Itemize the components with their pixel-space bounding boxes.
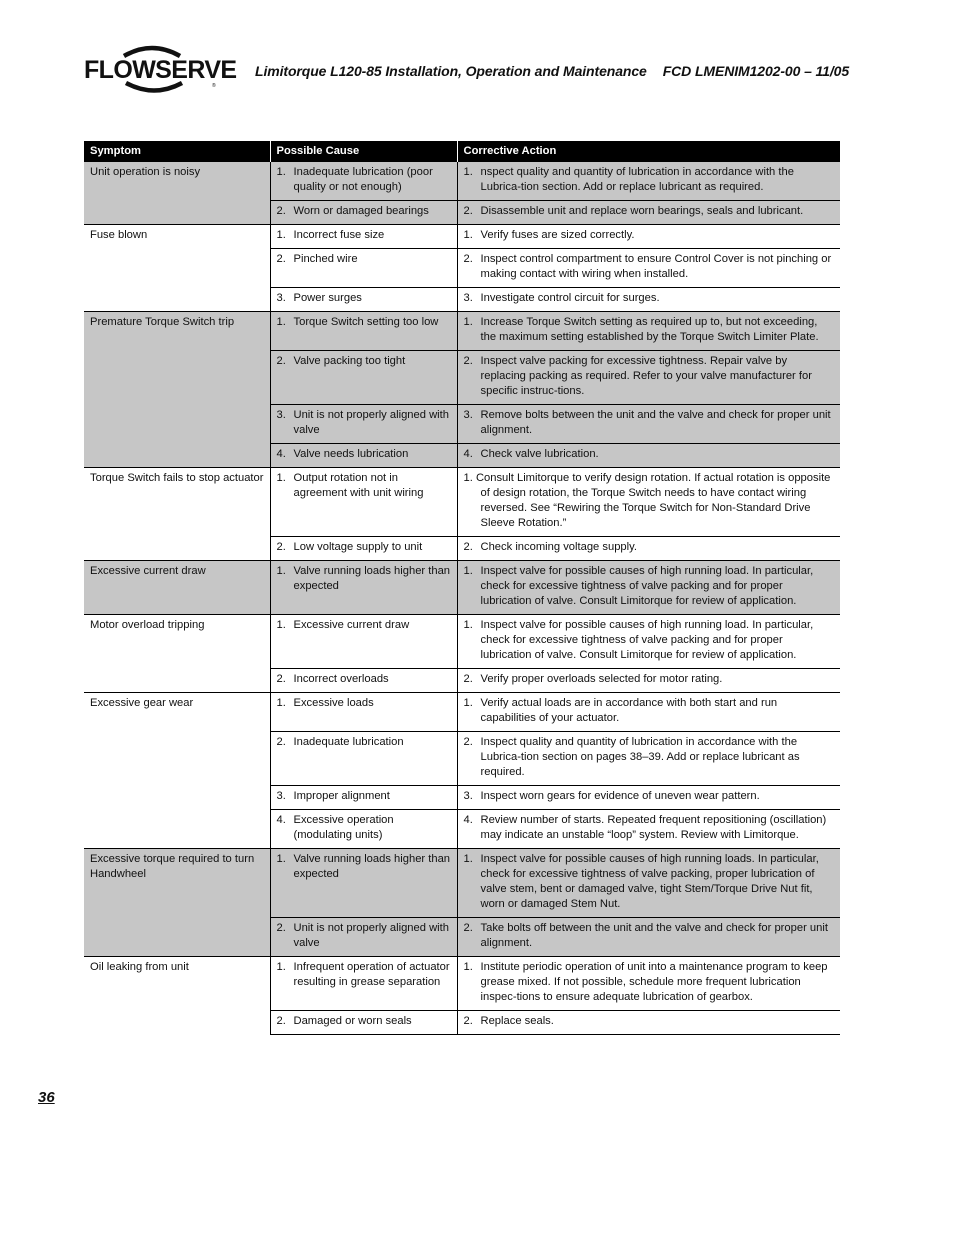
- symptom-cell: Motor overload tripping: [84, 615, 270, 693]
- action-cell-item: [464, 291, 835, 306]
- item-text: Inspect control compartment to ensure Control Cover is not pinching or making contact with wiring when installed.: [480, 253, 832, 280]
- item-number: 2.: [276, 922, 286, 934]
- item-text: Incorrect fuse size: [293, 229, 385, 241]
- cause-cell-item: [277, 852, 451, 882]
- item-number: 2.: [463, 736, 473, 748]
- item-text: Institute periodic operation of unit into a maintenance program to keep grease mixed. If not possible, schedule more frequent lubrication inspec-tions to ensure adequate lubrication of gearbox.: [480, 961, 828, 1003]
- manual-title: Limitorque L120-85 Installation, Operation and Maintenance: [255, 63, 647, 79]
- action-cell-item: [464, 813, 835, 843]
- item-text: Worn or damaged bearings: [293, 205, 429, 217]
- symptom-group: [84, 561, 840, 615]
- item-text: Replace seals.: [480, 1015, 554, 1027]
- item-text: Inspect worn gears for evidence of uneven wear pattern.: [480, 790, 760, 802]
- symptom-cell: Oil leaking from unit: [84, 957, 270, 1035]
- item-number: 1.: [463, 229, 473, 241]
- cause-cell: [270, 615, 457, 669]
- item-number: 2.: [463, 673, 473, 685]
- item-text: Verify actual loads are in accordance with both start and run capabilities of your actuator.: [480, 697, 778, 724]
- action-cell-item: [464, 315, 835, 345]
- item-number: 2.: [463, 1015, 473, 1027]
- action-cell-item: [464, 564, 835, 609]
- symptom-group: [84, 162, 840, 225]
- symptom-cell: Excessive gear wear: [84, 693, 270, 849]
- cause-cell: [270, 786, 457, 810]
- action-cell: [457, 444, 840, 468]
- item-number: 1.: [276, 961, 286, 973]
- action-cell-item: [464, 1014, 835, 1029]
- action-cell-item: [464, 447, 835, 462]
- action-cell-item: [464, 228, 835, 243]
- column-header-possible-cause: Possible Cause: [270, 141, 457, 162]
- cause-cell: [270, 561, 457, 615]
- cause-cell: [270, 162, 457, 201]
- cause-cell: [270, 849, 457, 918]
- item-number: 2.: [463, 922, 473, 934]
- item-text: Excessive operation (modulating units): [293, 814, 394, 841]
- cause-cell: [270, 957, 457, 1011]
- item-number: 1.: [463, 565, 473, 577]
- table-row: [84, 849, 840, 918]
- item-text: Check incoming voltage supply.: [480, 541, 637, 553]
- action-cell: [457, 957, 840, 1011]
- item-text: nspect quality and quantity of lubrication in accordance with the Lubrica-tion section. Add or replace lubricant as required.: [480, 166, 794, 193]
- cause-cell: [270, 351, 457, 405]
- item-number: 2.: [463, 205, 473, 217]
- cause-cell-item: [277, 228, 451, 243]
- action-cell-item: [464, 354, 835, 399]
- symptom-cell: Torque Switch fails to stop actuator: [84, 468, 270, 561]
- action-cell: [457, 162, 840, 201]
- action-cell: [457, 810, 840, 849]
- cause-cell-item: [277, 540, 451, 555]
- cause-cell-item: [277, 252, 451, 267]
- item-number: 2.: [276, 673, 286, 685]
- cause-cell-item: [277, 408, 451, 438]
- item-number: 2.: [463, 355, 473, 367]
- cause-cell-item: [277, 204, 451, 219]
- table-row: [84, 162, 840, 201]
- item-text: Damaged or worn seals: [293, 1015, 412, 1027]
- item-number: 3.: [276, 790, 286, 802]
- cause-cell: [270, 312, 457, 351]
- cause-cell: [270, 444, 457, 468]
- item-text: Inadequate lubrication: [293, 736, 404, 748]
- item-number: 2.: [276, 355, 286, 367]
- item-number: 1.: [463, 166, 473, 178]
- item-number: 1.: [276, 565, 286, 577]
- action-cell: [457, 468, 840, 537]
- item-text: Inspect valve for possible causes of high running loads. In particular, check for excessive tightness of valve packing, proper lubrication of valve stem, bent or damaged valve, tight Stem/Torque Drive Nut fit, worn or damaged Stem Nut.: [480, 853, 819, 910]
- cause-cell-item: [277, 1014, 451, 1029]
- item-text: Inspect quality and quantity of lubrication in accordance with the Lubrica-tion section on pages 38–39. Add or replace lubricant as required.: [480, 736, 800, 778]
- table-row: [84, 225, 840, 249]
- item-number: 1.: [276, 853, 286, 865]
- action-cell-item: [464, 789, 835, 804]
- flowserve-logo-graphic: [84, 42, 237, 96]
- item-number: 2.: [276, 205, 286, 217]
- table-row: [84, 957, 840, 1011]
- action-cell-item: [464, 672, 835, 687]
- item-text: Low voltage supply to unit: [293, 541, 423, 553]
- cause-cell: [270, 732, 457, 786]
- cause-cell-item: [277, 735, 451, 750]
- item-number: 3.: [463, 790, 473, 802]
- item-number: 1.: [276, 166, 286, 178]
- cause-cell-item: [277, 564, 451, 594]
- cause-cell-item: [277, 447, 451, 462]
- item-text: Increase Torque Switch setting as required up to, but not exceeding, the maximum setting established by the Torque Switch Limiter Plate.: [480, 316, 819, 343]
- symptom-cell: Premature Torque Switch trip: [84, 312, 270, 468]
- action-cell: [457, 918, 840, 957]
- page-number: 36: [38, 1089, 55, 1106]
- item-text: Excessive loads: [293, 697, 374, 709]
- action-cell-item: [464, 252, 835, 282]
- item-number: 2.: [463, 253, 473, 265]
- item-text: Remove bolts between the unit and the valve and check for proper unit alignment.: [480, 409, 831, 436]
- cause-cell: [270, 669, 457, 693]
- symptom-group: [84, 849, 840, 957]
- cause-cell-item: [277, 789, 451, 804]
- item-text: Valve running loads higher than expected: [293, 565, 451, 592]
- action-cell-item: [464, 960, 835, 1005]
- cause-cell: [270, 810, 457, 849]
- cause-cell-item: [277, 921, 451, 951]
- action-cell: [457, 537, 840, 561]
- action-cell: [457, 225, 840, 249]
- action-cell: [457, 312, 840, 351]
- item-number: 4.: [276, 448, 286, 460]
- action-cell-item: [464, 735, 835, 780]
- item-text: Incorrect overloads: [293, 673, 389, 685]
- cause-cell: [270, 693, 457, 732]
- item-number: 2.: [276, 1015, 286, 1027]
- item-number: 1.: [463, 619, 473, 631]
- item-text: Excessive current draw: [293, 619, 410, 631]
- symptom-group: [84, 312, 840, 468]
- page-header: [84, 42, 850, 98]
- action-cell: [457, 405, 840, 444]
- item-number: 4.: [463, 448, 473, 460]
- action-cell: [457, 849, 840, 918]
- action-cell-item: [464, 165, 835, 195]
- item-number: 4.: [463, 814, 473, 826]
- svg-text:®: ®: [212, 83, 216, 89]
- symptom-group: [84, 225, 840, 312]
- item-number: 1.: [463, 697, 473, 709]
- column-header-corrective-action: Corrective Action: [457, 141, 840, 162]
- item-number: 3.: [463, 292, 473, 304]
- item-number: 3.: [463, 409, 473, 421]
- action-cell: [457, 288, 840, 312]
- cause-cell-item: [277, 291, 451, 306]
- action-cell: [457, 615, 840, 669]
- item-text: Valve packing too tight: [293, 355, 406, 367]
- symptom-cell: Unit operation is noisy: [84, 162, 270, 225]
- item-number: 1.: [276, 229, 286, 241]
- action-cell-item: [464, 204, 835, 219]
- item-number: 1.: [276, 619, 286, 631]
- item-text: Infrequent operation of actuator resulting in grease separation: [293, 961, 450, 988]
- item-text: Unit is not properly aligned with valve: [293, 922, 449, 949]
- cause-cell-item: [277, 354, 451, 369]
- action-cell: [457, 693, 840, 732]
- cause-cell-item: [277, 618, 451, 633]
- cause-cell-item: [277, 696, 451, 711]
- item-text: Disassemble unit and replace worn bearings, seals and lubricant.: [480, 205, 804, 217]
- item-number: 1.: [276, 316, 286, 328]
- document-code: FCD LMENIM1202-00 – 11/05: [662, 63, 850, 79]
- item-text: Investigate control circuit for surges.: [480, 292, 660, 304]
- action-cell: [457, 351, 840, 405]
- item-text: Verify proper overloads selected for motor rating.: [480, 673, 723, 685]
- item-number: 2.: [463, 541, 473, 553]
- item-text: Power surges: [293, 292, 362, 304]
- item-number: 2.: [276, 541, 286, 553]
- action-cell-item: [464, 852, 835, 912]
- document-title: [255, 63, 849, 79]
- cause-cell: [270, 288, 457, 312]
- action-cell: [457, 669, 840, 693]
- symptom-group: [84, 615, 840, 693]
- table-row: [84, 561, 840, 615]
- action-cell-item: 1. Consult Limitorque to verify design rotation. If actual rotation is opposite of design rotation, the Torque Switch needs to have contact wiring reversed. See “Rewiring the Torque Switch for Non-Standard Drive Sleeve Rotation.”: [463, 472, 831, 529]
- item-text: Valve needs lubrication: [293, 448, 409, 460]
- action-cell: [457, 786, 840, 810]
- item-number: 1.: [463, 853, 473, 865]
- item-number: 1.: [276, 697, 286, 709]
- symptom-group: [84, 693, 840, 849]
- cause-cell: [270, 405, 457, 444]
- action-cell-item: [464, 696, 835, 726]
- action-cell: [457, 249, 840, 288]
- item-text: Valve running loads higher than expected: [293, 853, 451, 880]
- cause-cell: [270, 249, 457, 288]
- item-text: Inspect valve for possible causes of high running load. In particular, check for excessive tightness of valve packing and for proper lubrication of valve. Consult Limitorque for review of application.: [480, 619, 814, 661]
- cause-cell-item: [277, 813, 451, 843]
- item-text: Improper alignment: [293, 790, 390, 802]
- action-cell-item: [464, 921, 835, 951]
- item-number: 1.: [463, 316, 473, 328]
- action-cell-item: [464, 540, 835, 555]
- cause-cell-item: [277, 315, 451, 330]
- item-text: Unit is not properly aligned with valve: [293, 409, 449, 436]
- table-row: [84, 468, 840, 537]
- table-row: [84, 693, 840, 732]
- symptom-group: [84, 957, 840, 1035]
- cause-cell-item: [277, 672, 451, 687]
- item-text: Output rotation not in agreement with unit wiring: [293, 472, 424, 499]
- item-number: 2.: [276, 736, 286, 748]
- item-text: Inspect valve for possible causes of high running load. In particular, check for excessive tightness of valve packing and for proper lubrication of valve. Consult Limitorque for review of application.: [480, 565, 814, 607]
- item-text: Inadequate lubrication (poor quality or not enough): [293, 166, 433, 193]
- item-number: 1.: [276, 472, 286, 484]
- item-text: Take bolts off between the unit and the valve and check for proper unit alignment.: [480, 922, 828, 949]
- item-number: 4.: [276, 814, 286, 826]
- item-text: Inspect valve packing for excessive tightness. Repair valve by replacing packing as required. Refer to your valve manufacturer for specific instruc-tions.: [480, 355, 812, 397]
- cause-cell-item: [277, 165, 451, 195]
- troubleshooting-table: [84, 141, 840, 1035]
- table-header-row: [84, 141, 840, 162]
- item-text: Check valve lubrication.: [480, 448, 599, 460]
- action-cell: [457, 561, 840, 615]
- symptom-cell: Excessive torque required to turn Handwheel: [84, 849, 270, 957]
- item-text: Verify fuses are sized correctly.: [480, 229, 635, 241]
- action-cell: [457, 1011, 840, 1035]
- cause-cell: [270, 225, 457, 249]
- item-text: Review number of starts. Repeated frequent repositioning (oscillation) may indicate an unstable “loop” system. Review with Limitorque.: [480, 814, 827, 841]
- table-row: [84, 312, 840, 351]
- cause-cell: [270, 537, 457, 561]
- symptom-group: [84, 468, 840, 561]
- action-cell: [457, 201, 840, 225]
- cause-cell: [270, 201, 457, 225]
- symptom-cell: Excessive current draw: [84, 561, 270, 615]
- cause-cell-item: [277, 960, 451, 990]
- item-text: Pinched wire: [293, 253, 358, 265]
- cause-cell: [270, 918, 457, 957]
- column-header-symptom: Symptom: [84, 141, 270, 162]
- action-cell: [457, 732, 840, 786]
- item-number: 3.: [276, 292, 286, 304]
- symptom-cell: Fuse blown: [84, 225, 270, 312]
- item-number: 1.: [463, 961, 473, 973]
- item-number: 2.: [276, 253, 286, 265]
- item-text: Torque Switch setting too low: [293, 316, 439, 328]
- cause-cell: [270, 468, 457, 537]
- item-number: 3.: [276, 409, 286, 421]
- logo-text: FLOWSERVE: [84, 56, 237, 84]
- cause-cell-item: [277, 471, 451, 501]
- table-row: [84, 615, 840, 669]
- flowserve-logo: [84, 42, 237, 96]
- cause-cell: [270, 1011, 457, 1035]
- action-cell-item: [464, 618, 835, 663]
- action-cell-item: [464, 408, 835, 438]
